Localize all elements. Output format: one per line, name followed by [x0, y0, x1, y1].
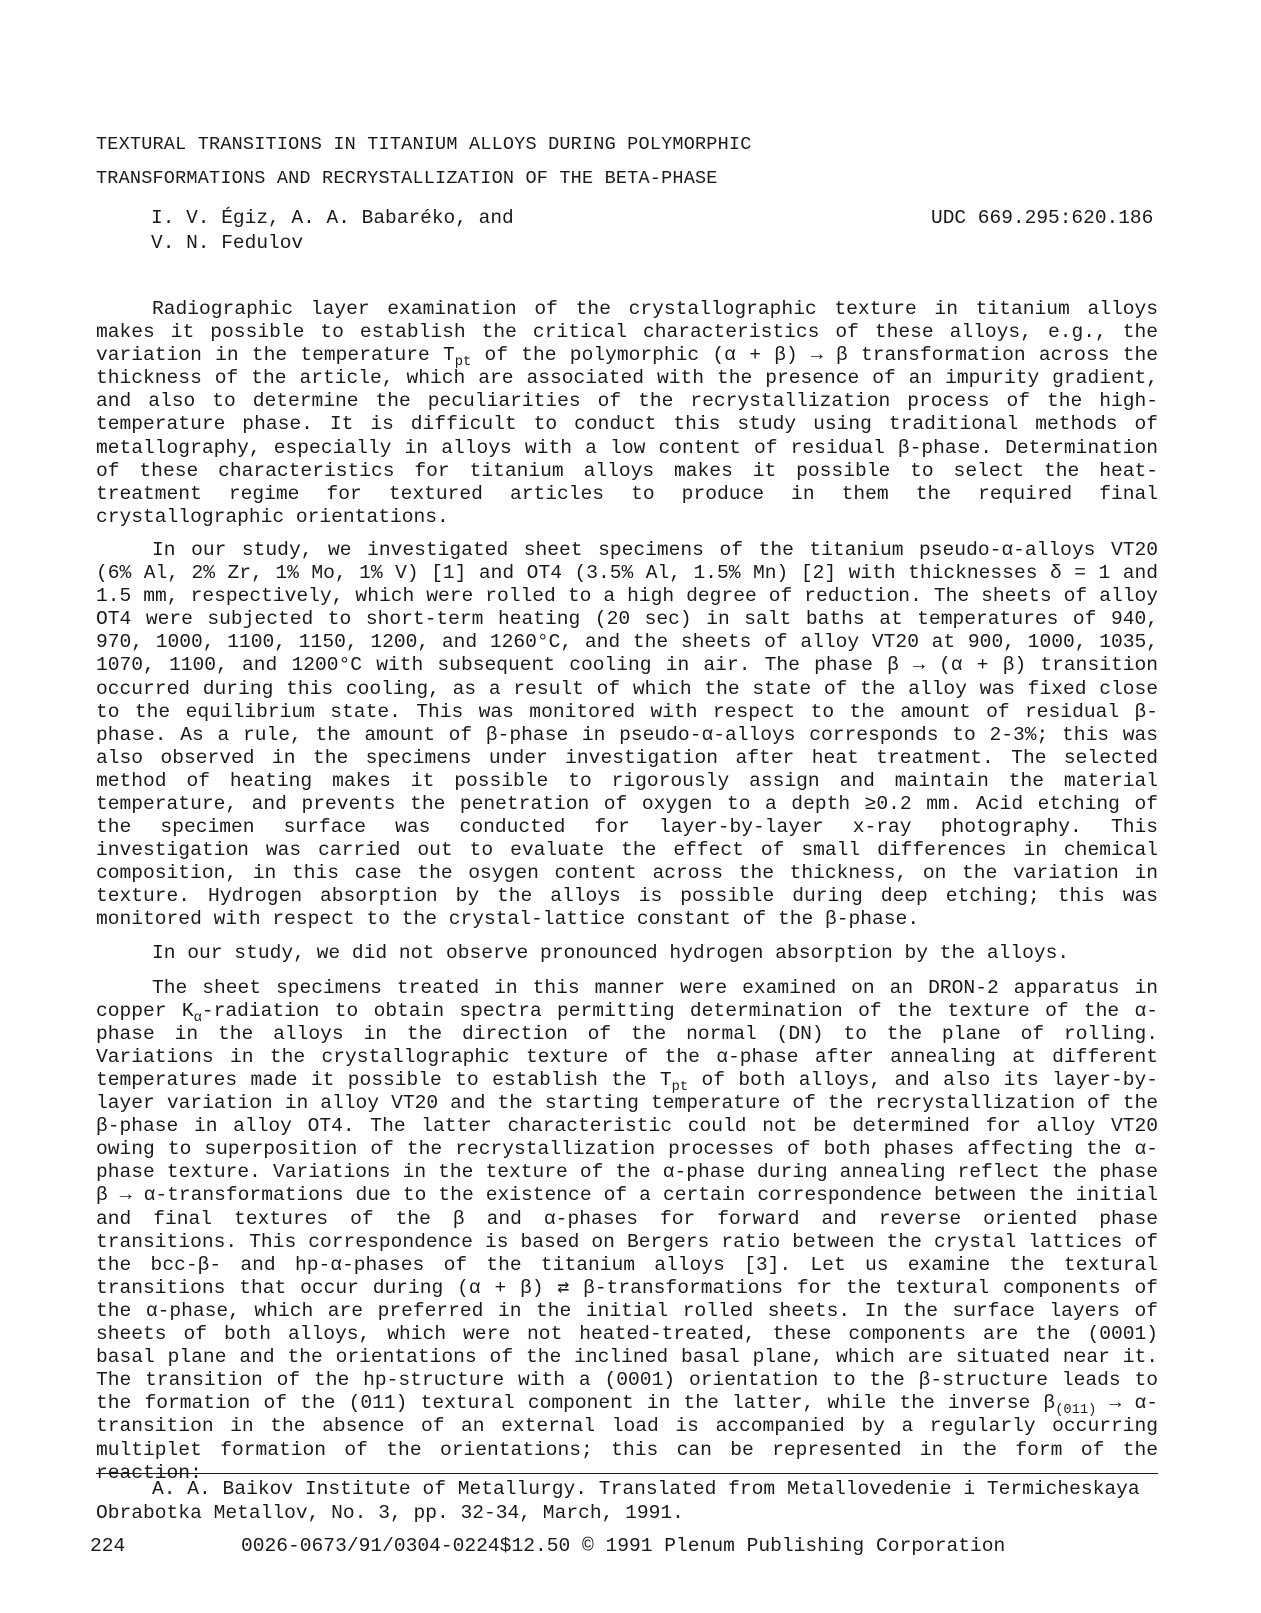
copyright-line: 0026-0673/91/0304-0224$12.50 © 1991 Plenum Publishing Corporation	[241, 1535, 1006, 1557]
paragraph-4-text-a: The sheet specimens treated in this manner were examined on an DRON-2 apparatus in copper K	[96, 976, 1158, 1022]
affiliation-footnote: A. A. Baikov Institute of Metallurgy. Translated from Metallovedenie i Termicheskaya Obrabotka Metallov, No. 3, pp. 32-34, March, 1991.	[96, 1478, 1140, 1524]
author-list	[151, 206, 514, 256]
paragraph-4-text-d: → α-transition in the absence of an external load is accompanied by a regularly occurring multiplet formation of the orientations; this can be represented in the form of the reaction:	[96, 1392, 1159, 1484]
title-line-1: TEXTURAL TRANSITIONS IN TITANIUM ALLOYS DURING POLYMORPHIC	[96, 134, 752, 155]
paragraph-4	[96, 977, 1158, 1485]
paragraph-1	[96, 298, 1158, 529]
authors-line-2: V. N. Fedulov	[151, 232, 304, 254]
article-body	[96, 298, 1158, 1495]
footnote-divider	[96, 1473, 1158, 1474]
subscript-alpha: α	[193, 1010, 202, 1026]
paragraph-2: In our study, we investigated sheet specimens of the titanium pseudo-α-alloys VT20 (6% Al, 2% Zr, 1% Mo, 1% V) [1] and OT4 (3.5% Al, 1.5% Mn) [2] with thicknesses δ = 1 and 1.5 mm, respectively, which were rolled to a high degree of reduction. The sheets of alloy OT4 were subjected to short-term heating (20 sec) in salt baths at temperatures of 940, 970, 1000, 1100, 1150, 1200, and 1260°C, and the sheets of alloy VT20 at 900, 1000, 1035, 1070, 1100, and 1200°C with subsequent cooling in air. The phase β → (α + β) transition occurred during this cooling, as a result of which the state of the alloy was fixed close to the equilibrium state. This was monitored with respect to the amount of residual β-phase. As a rule, the amount of β-phase in pseudo-α-alloys corresponds to 2-3%; this was also observed in the specimens under investigation after heat treatment. The selected method of heating makes it possible to rigorously assign and maintain the material temperature, and prevents the penetration of oxygen to a depth ≥0.2 mm. Acid etching of the specimen surface was conducted for layer-by-layer x-ray photography. This investigation was carried out to evaluate the effect of small differences in chemical composition, in this case the osygen content across the thickness, on the variation in texture. Hydrogen absorption by the alloys is possible during deep etching; this was monitored with respect to the crystal-lattice constant of the β-phase.	[96, 538, 1158, 931]
paragraph-4-text-b: -radiation to obtain spectra permitting determination of the texture of the α-phase in the alloys in the direction of the normal (DN) to the plane of rolling. Variations in the crystallographic texture of the α-phase after annealing at different temperatures made it possible to establish the T	[96, 999, 1158, 1091]
udc-code: UDC 669.295:620.186	[931, 207, 1154, 229]
authors-line-1: I. V. Égiz, A. A. Babaréko, and	[151, 207, 514, 229]
subscript-pt: pt	[454, 354, 472, 370]
subscript-011: (011)	[1055, 1403, 1097, 1419]
paragraph-1-text-a: Radiographic layer examination of the crystallographic texture in titanium alloys makes it possible to establish the critical characteristics of these alloys, e.g., the variation in the temperature T	[96, 298, 1158, 367]
page-number: 224	[90, 1535, 126, 1557]
title-line-2: TRANSFORMATIONS AND RECRYSTALLIZATION OF THE BETA-PHASE	[96, 168, 718, 189]
subscript-pt: pt	[671, 1079, 689, 1095]
paragraph-3: In our study, we did not observe pronounced hydrogen absorption by the alloys.	[152, 941, 1070, 964]
article-title	[96, 128, 752, 196]
paragraph-1-text-b: of the polymorphic (α + β) → β transformation across the thickness of the article, which are associated with the presence of an impurity gradient, and also to determine the peculiarities of the recrystallization process of the high-temperature phase. It is difficult to conduct this study using traditional methods of metallography, especially in alloys with a low content of residual β-phase. Determination of these characteristics for titanium alloys makes it possible to select the heat-treatment regime for textured articles to produce in them the required final crystallographic orientations.	[96, 344, 1158, 528]
paragraph-4-text-c: of both alloys, and also its layer-by-layer variation in alloy VT20 and the starting temperature of the recrystallization of the β-phase in alloy OT4. The latter characteristic could not be determined for alloy VT20 owing to superposition of the recrystallization processes of both phases affecting the α-phase texture. Variations in the texture of the α-phase during annealing reflect the phase β → α-transformations due to the existence of a certain correspondence between the initial and final textures of the β and α-phases for forward and reverse oriented phase transitions. This correspondence is based on Bergers ratio between the crystal lattices of the bcc-β- and hp-α-phases of the titanium alloys [3]. Let us examine the textural transitions that occur during (α + β) ⇄ β-transformations for the textural components of the α-phase, which are preferred in the initial rolled sheets. In the surface layers of sheets of both alloys, which were not heated-treated, these components are the (0001) basal plane and the orientations of the inclined basal plane, which are situated near it. The transition of the hp-structure with a (0001) orientation to the β-structure leads to the formation of the (011) textural component in the latter, while the inverse β	[96, 1069, 1158, 1415]
